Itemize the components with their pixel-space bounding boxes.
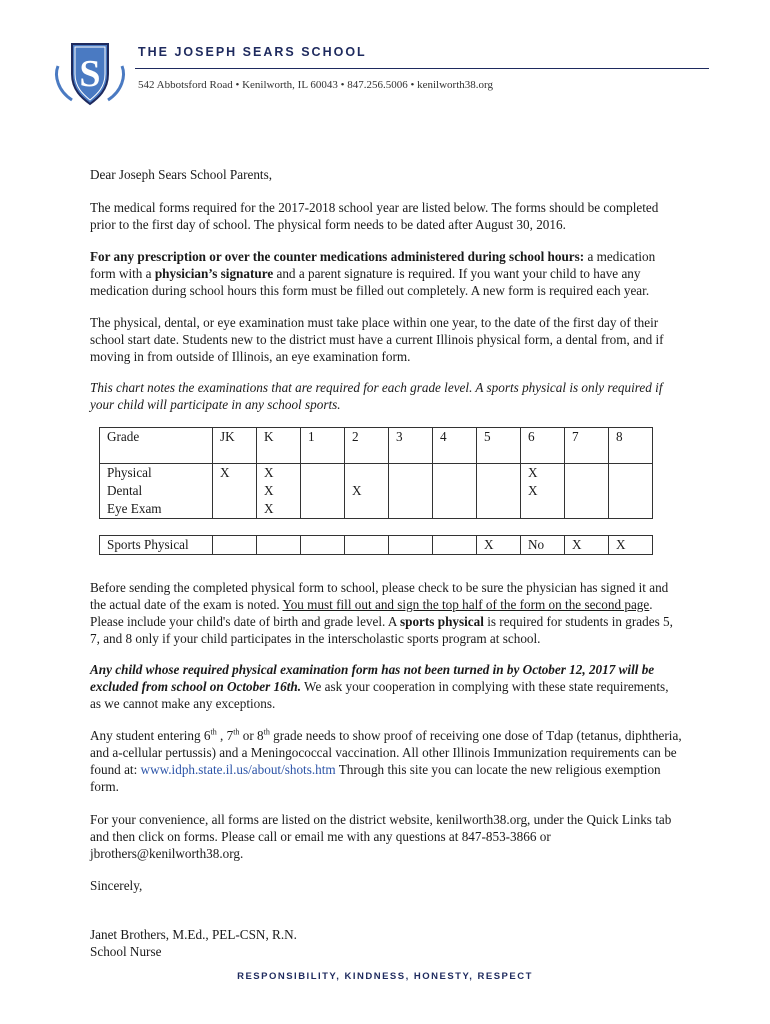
table-row-dental bbox=[100, 482, 653, 500]
table-cell: X bbox=[213, 464, 257, 483]
table-cell: 4 bbox=[433, 428, 477, 464]
table-cell bbox=[521, 500, 565, 519]
table-row-eye-exam bbox=[100, 500, 653, 519]
medications-heading: For any prescription or over the counter medications administered during school hours: bbox=[90, 249, 585, 264]
table-cell: 2 bbox=[345, 428, 389, 464]
table-cell bbox=[565, 500, 609, 519]
table-cell: X bbox=[345, 482, 389, 500]
crest-letter: S bbox=[79, 53, 101, 95]
table-row-sports-physical bbox=[100, 536, 653, 555]
table-cell: Eye Exam bbox=[100, 500, 213, 519]
table-cell: 1 bbox=[301, 428, 345, 464]
paragraph-examinations: The physical, dental, or eye examination must take place within one year, to the date of the first day of their school start date. Students new to the district must have a current Illinois physical form, a dental from, and if moving in from outside of Illinois, an eye examination form. bbox=[90, 315, 664, 364]
table-cell: X bbox=[257, 464, 301, 483]
signer-name: Janet Brothers, M.Ed., PEL-CSN, R.N. bbox=[90, 927, 297, 942]
table-cell bbox=[389, 464, 433, 483]
table-cell bbox=[345, 464, 389, 483]
table-cell bbox=[389, 536, 433, 555]
table-cell: 5 bbox=[477, 428, 521, 464]
table-cell bbox=[301, 536, 345, 555]
school-crest-logo bbox=[50, 36, 130, 108]
table-cell bbox=[477, 500, 521, 519]
paragraph-chart-note: This chart notes the examinations that are required for each grade level. A sports physical is only required if your child will participate in any school sports. bbox=[90, 380, 663, 412]
table-cell: 6 bbox=[521, 428, 565, 464]
table-cell bbox=[609, 464, 653, 483]
table-header-row bbox=[100, 428, 653, 464]
table-cell: X bbox=[477, 536, 521, 555]
table-cell bbox=[477, 464, 521, 483]
table-cell: 7 bbox=[565, 428, 609, 464]
table-cell bbox=[609, 482, 653, 500]
paragraph-convenience: For your convenience, all forms are listed on the district website, kenilworth38.org, under the Quick Links tab and then click on forms. Please call or email me with any questions at 847-853-3866 or jbrothers@kenilworth38.org. bbox=[90, 812, 672, 861]
table-cell bbox=[389, 500, 433, 519]
table-cell bbox=[389, 482, 433, 500]
table-cell bbox=[345, 536, 389, 555]
school-name: THE JOSEPH SEARS SCHOOL bbox=[138, 45, 367, 59]
idph-shots-link[interactable]: www.idph.state.il.us/about/shots.htm bbox=[140, 762, 336, 777]
table-cell: K bbox=[257, 428, 301, 464]
table-cell bbox=[257, 536, 301, 555]
table-spacer-row bbox=[100, 519, 653, 536]
table-cell: X bbox=[565, 536, 609, 555]
school-address: 542 Abbotsford Road • Kenilworth, IL 60043 • 847.256.5006 • kenilworth38.org bbox=[138, 79, 493, 91]
table-cell: 3 bbox=[389, 428, 433, 464]
paragraph-medications: For any prescription or over the counter medications administered during school hours: a medication form with a physician’s signature and a parent signature is required. If you want your child to have any medication during school hours this form must be filled out completely. A new form is required each year. bbox=[90, 249, 656, 298]
table-cell bbox=[477, 482, 521, 500]
paragraph-immunizations: Any student entering 6th , 7th or 8th grade needs to show proof of receiving one dose of Tdap (tetanus, diphtheria, and a-cellular pertussis) and a Meningococcal vaccination. All other Illinois Immunization requirements can be found at: www.idph.state.il.us/about/shots.htm Through this site you can locate the new religious exemption form. bbox=[90, 727, 682, 794]
salutation: Dear Joseph Sears School Parents, bbox=[90, 167, 273, 182]
header-divider bbox=[135, 68, 709, 69]
table-cell: Dental bbox=[100, 482, 213, 500]
table-cell bbox=[433, 500, 477, 519]
paragraph-forms-required: The medical forms required for the 2017-2018 school year are listed below. The forms should be completed prior to the first day of school. The physical form needs to be dated after August 30, 2016. bbox=[90, 200, 659, 232]
table-cell: Grade bbox=[100, 428, 213, 464]
footer-motto: RESPONSIBILITY, KINDNESS, HONESTY, RESPECT bbox=[237, 971, 533, 982]
table-cell bbox=[433, 464, 477, 483]
table-cell: X bbox=[521, 464, 565, 483]
table-cell: Sports Physical bbox=[100, 536, 213, 555]
table-cell bbox=[433, 536, 477, 555]
table-cell: X bbox=[521, 482, 565, 500]
exam-requirements-table bbox=[99, 427, 653, 555]
table-cell bbox=[213, 536, 257, 555]
table-cell bbox=[609, 500, 653, 519]
table-cell bbox=[565, 464, 609, 483]
paragraph-physical-form: Before sending the completed physical form to school, please check to be sure the physician has signed it and the actual date of the exam is noted. You must fill out and sign the top half of the form on the second page. Please include your child's date of birth and grade level. A sports physical is required for students in grades 5, 7, and 8 only if your child participates in the interscholastic sports program at school. bbox=[90, 580, 673, 646]
table-cell bbox=[213, 500, 257, 519]
table-row-physical bbox=[100, 464, 653, 483]
signer-title: School Nurse bbox=[90, 944, 162, 959]
table-cell: X bbox=[257, 482, 301, 500]
table-cell: Physical bbox=[100, 464, 213, 483]
table-cell bbox=[301, 482, 345, 500]
closing: Sincerely, bbox=[90, 878, 143, 893]
table-cell: No bbox=[521, 536, 565, 555]
table-cell: 8 bbox=[609, 428, 653, 464]
table-cell bbox=[345, 500, 389, 519]
table-cell bbox=[301, 500, 345, 519]
table-cell bbox=[213, 482, 257, 500]
table-cell bbox=[565, 482, 609, 500]
table-cell bbox=[433, 482, 477, 500]
table-cell: X bbox=[609, 536, 653, 555]
table-cell: JK bbox=[213, 428, 257, 464]
paragraph-deadline: Any child whose required physical examination form has not been turned in by October 12, 2017 will be excluded from school on October 16th. We ask your cooperation in complying with these state requirements, as we cannot make any exceptions. bbox=[90, 662, 669, 711]
table-cell bbox=[301, 464, 345, 483]
table-cell: X bbox=[257, 500, 301, 519]
